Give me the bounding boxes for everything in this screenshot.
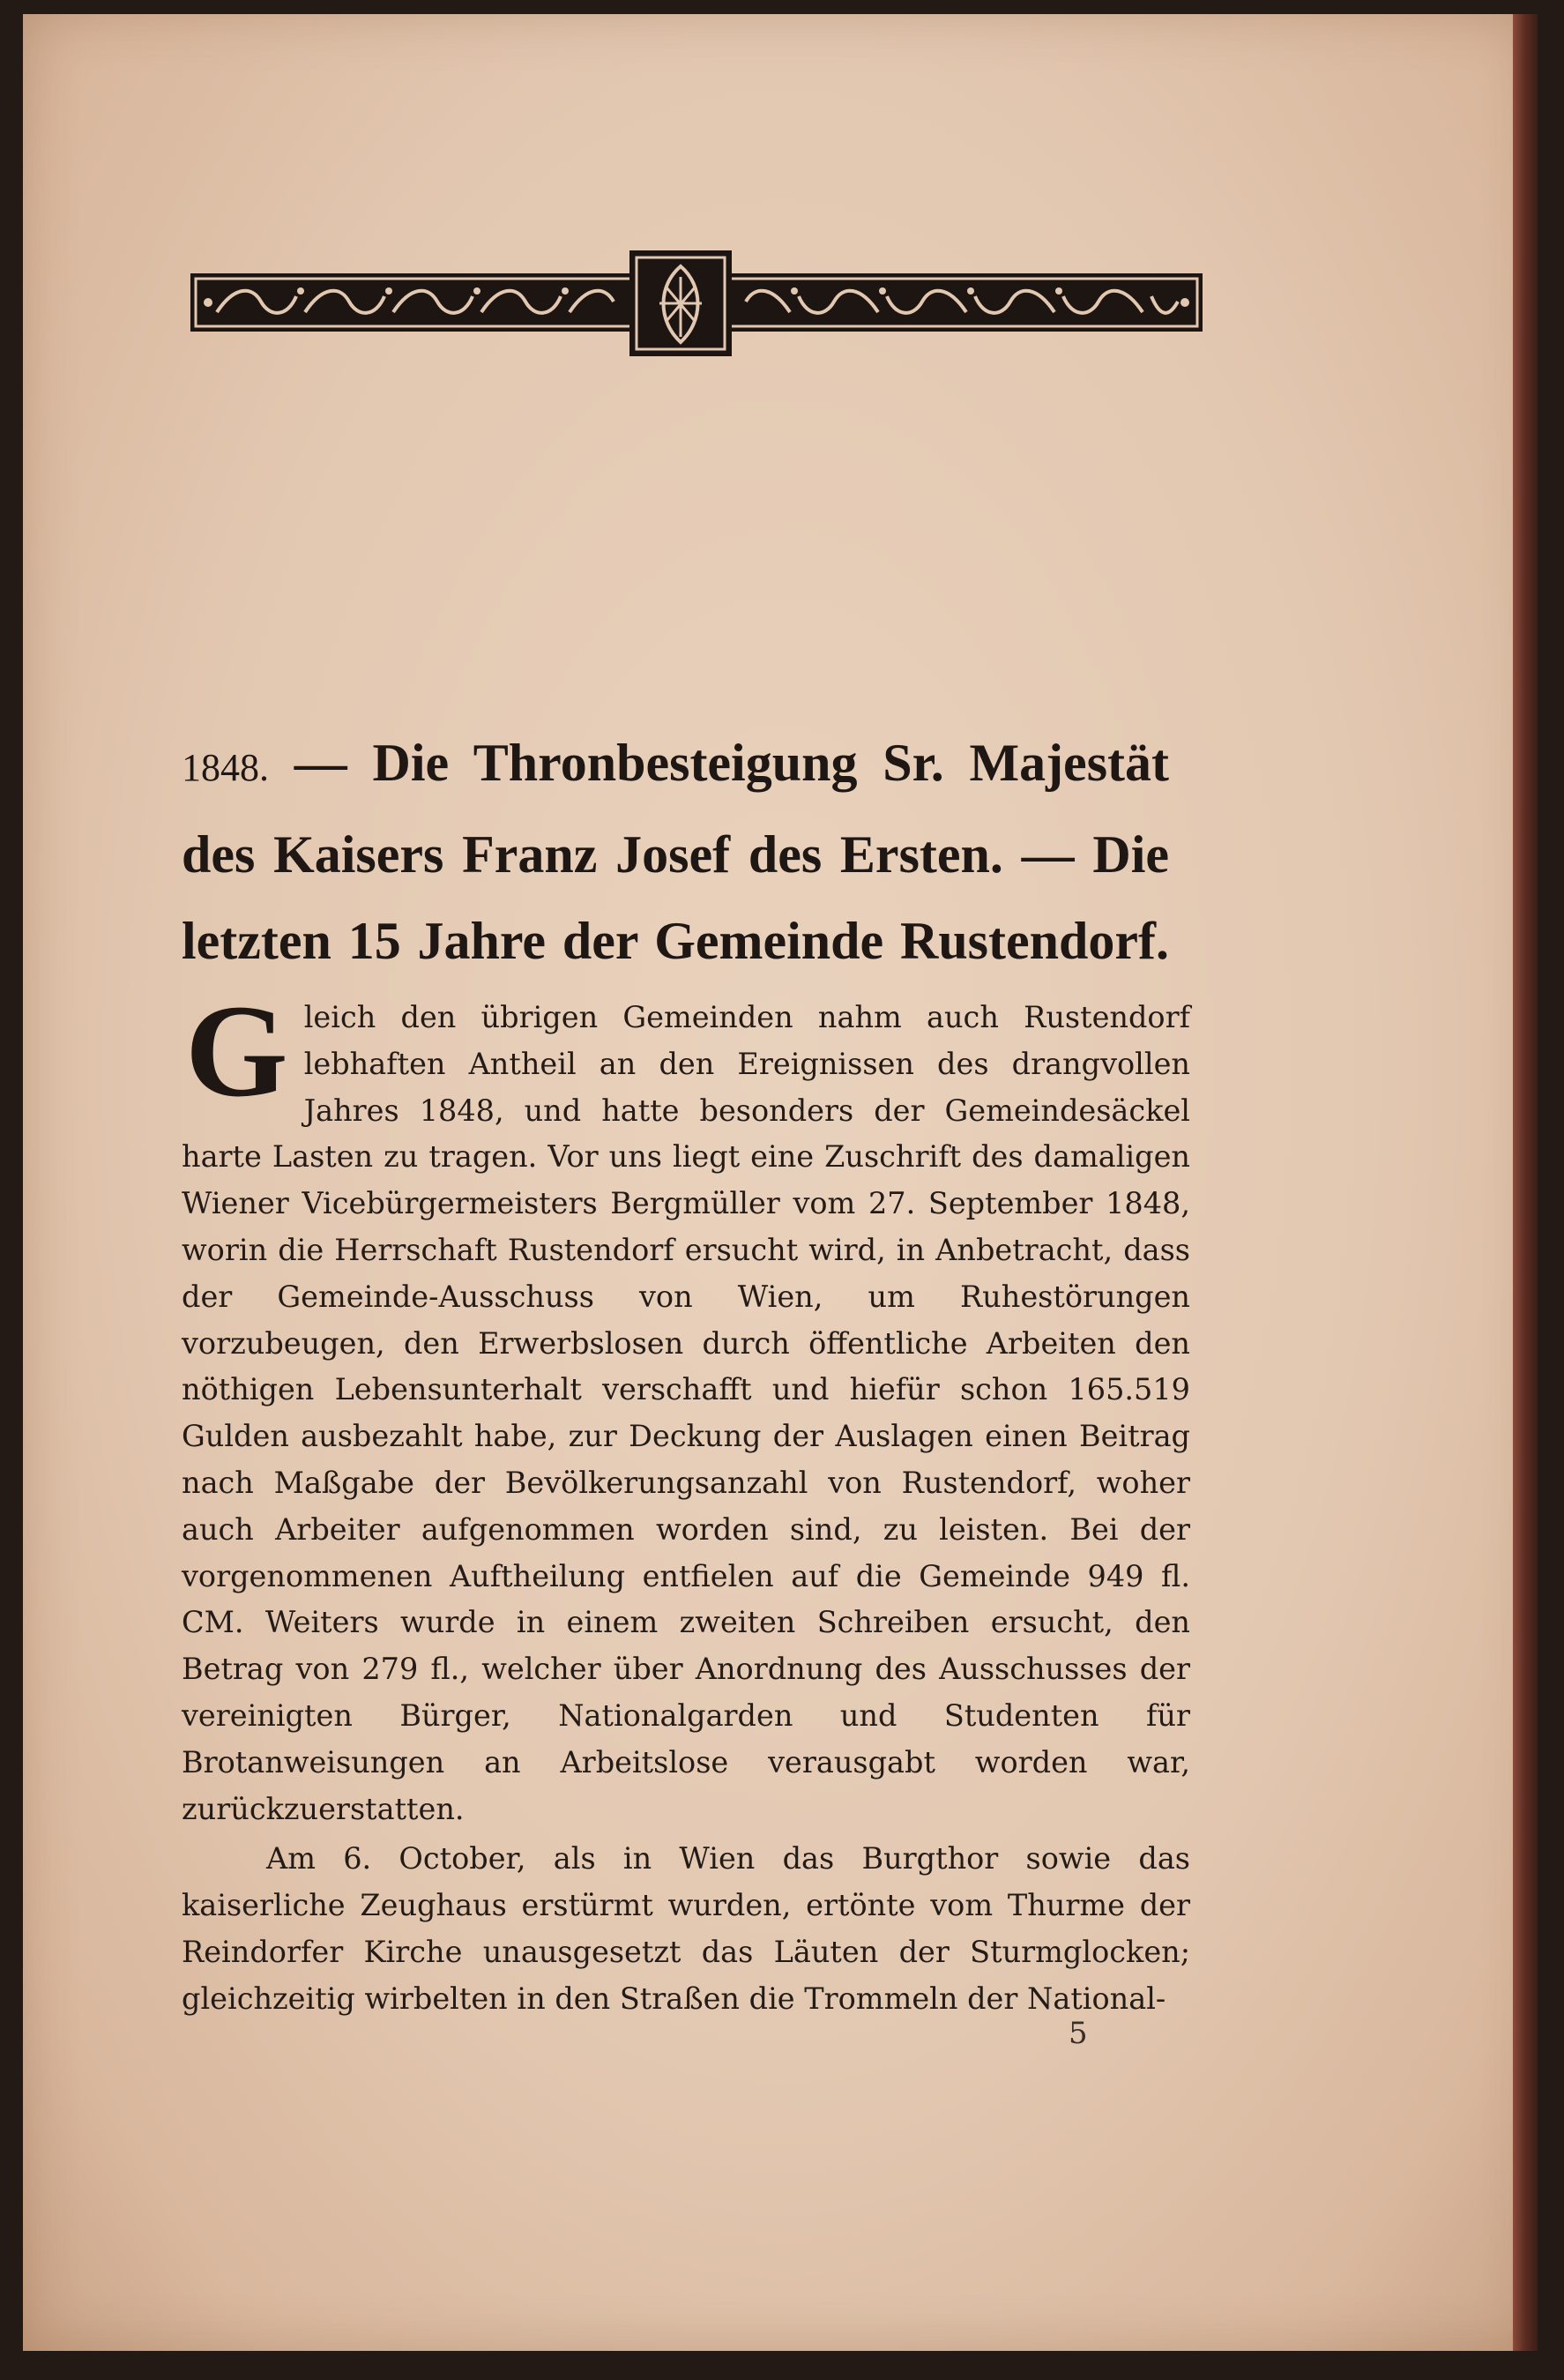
headpiece-ornament bbox=[190, 250, 1203, 356]
paragraph-1-text: leich den übrigen Gemeinden nahm auch Rustendorf lebhaften Antheil an den Ereignissen des drangvollen Jahres 1848, und hatte besonders der Gemeindesäckel harte Lasten zu tragen. Vor uns liegt eine Zuschrift des damaligen Wiener Vicebürgermeisters Bergmüller vom 27. September 1848, worin die Herrschaft Rustendorf ersucht wird, in Anbetracht, dass der Gemeinde-Ausschuss von Wien, um Ruhestörungen vorzubeugen, den Erwerbslosen durch öffentliche Arbeiten den nöthigen Lebensunterhalt verschafft und hiefür schon 165.519 Gulden ausbezahlt habe, zur Deckung der Auslagen einen Beitrag nach Maßgabe der Bevölkerungsanzahl von Rustendorf, woher auch Arbeiter aufgenommen worden sind, zu leisten. Bei der vorgenommenen Auftheilung entfielen auf die Gemeinde 949 fl. CM. Weiters wurde in einem zweiten Schreiben ersucht, den Betrag von 279 fl., welcher über Anordnung des Ausschusses der vereinigten Bürger, Nationalgarden und Studenten für Brotanweisungen an Arbeitslose verausgabt worden war, zurückzuerstatten. bbox=[182, 1000, 1190, 1826]
chapter-heading bbox=[182, 720, 1169, 984]
heading-title: — Die Thronbesteigung Sr. Majestät des Kaisers Franz Josef des Ersten. — Die letzten 15 Jahre der Gemeinde Rustendorf. bbox=[182, 734, 1170, 970]
heading-year: 1848. bbox=[182, 746, 269, 789]
paragraph-2: Am 6. October, als in Wien das Burgthor sowie das kaiserliche Zeughaus erstürmt wurden, ertönte vom Thurme der Reindorfer Kirche unausgesetzt das Läuten der Sturmglocken; gleichzeitig wirbelten in den Straßen die Trommeln der National- bbox=[182, 1841, 1190, 2016]
page bbox=[23, 14, 1538, 2351]
paragraph-1 bbox=[182, 978, 1190, 1832]
page-number: 5 bbox=[1069, 2016, 1088, 2051]
page-edge bbox=[1513, 14, 1538, 2351]
drop-cap: G bbox=[185, 978, 288, 1124]
body-text bbox=[182, 978, 1190, 2023]
